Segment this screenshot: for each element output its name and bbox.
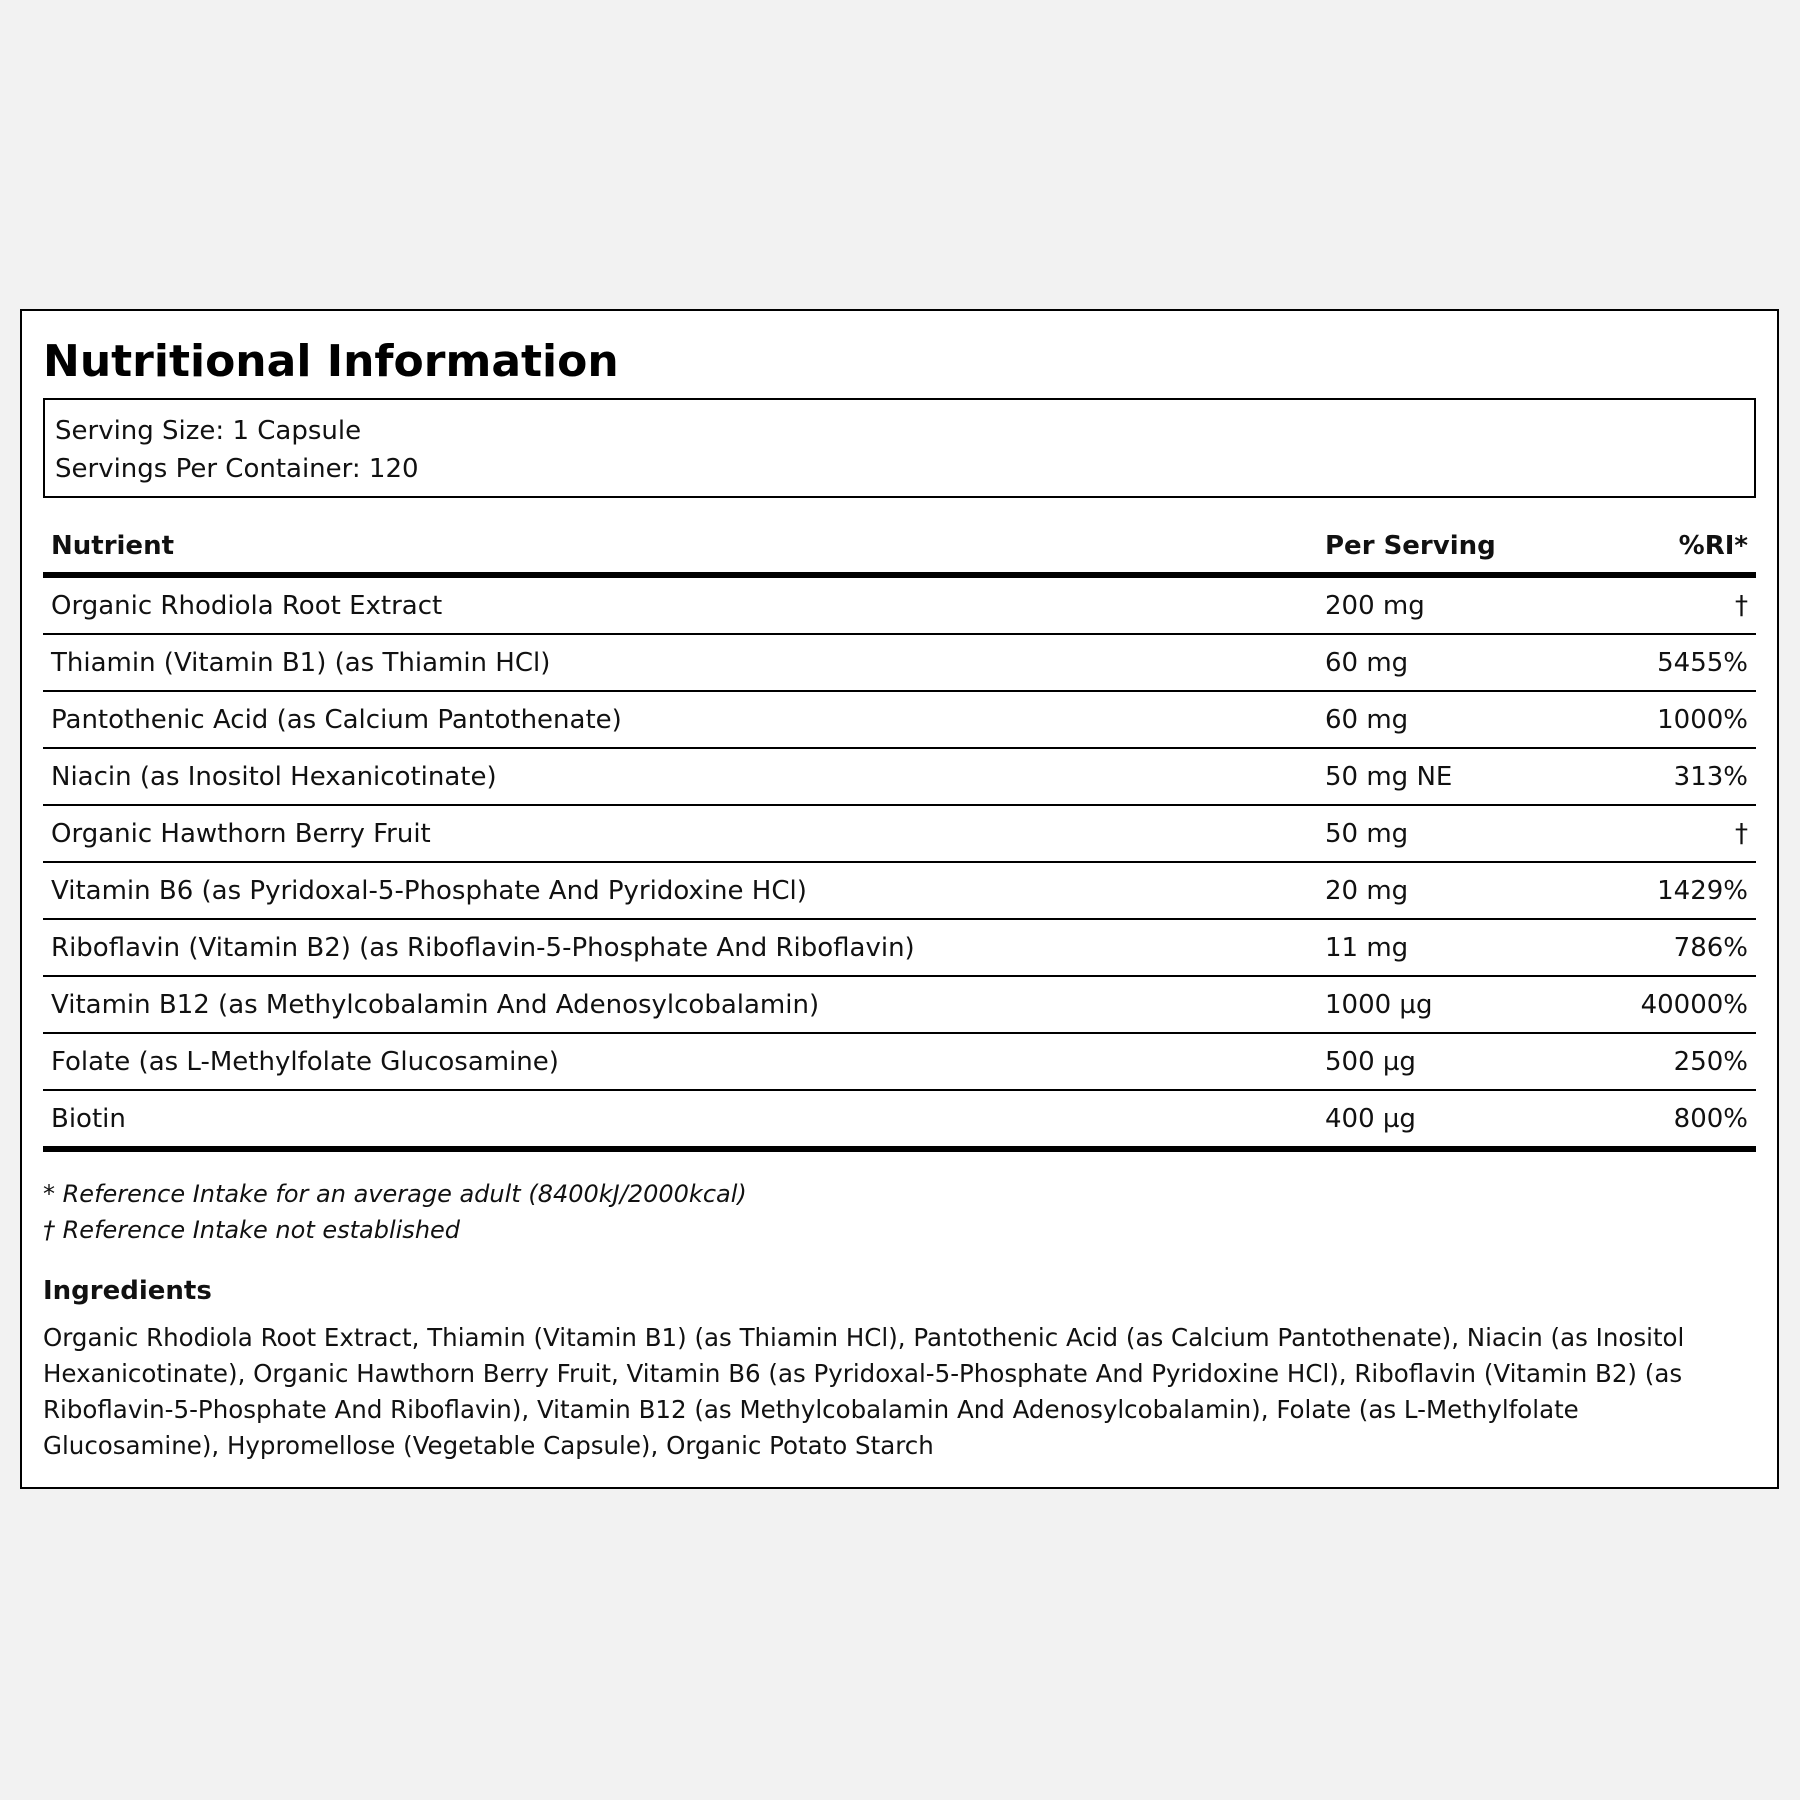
table-row: [43, 749, 1756, 806]
nutrient-name: Pantothenic Acid (as Calcium Pantothenate): [51, 704, 622, 735]
per-serving-value: 50 mg: [1325, 818, 1409, 849]
ri-value: 40000%: [1640, 989, 1748, 1020]
ri-value: †: [1735, 818, 1748, 849]
nutrient-name: Organic Hawthorn Berry Fruit: [51, 818, 431, 849]
servings-per-container: Servings Per Container: 120: [55, 454, 419, 484]
header-per-serving: Per Serving: [1325, 531, 1496, 561]
table-row: [43, 635, 1756, 692]
nutrient-name: Thiamin (Vitamin B1) (as Thiamin HCl): [51, 647, 551, 678]
nutrition-panel: [20, 309, 1779, 1489]
per-serving-value: 60 mg: [1325, 704, 1409, 735]
ri-value: 313%: [1673, 761, 1748, 792]
table-header: [43, 520, 1756, 578]
page-title: Nutritional Information: [43, 336, 619, 387]
serving-size: Serving Size: 1 Capsule: [55, 416, 362, 446]
serving-info-box: [43, 398, 1756, 498]
nutrient-name: Folate (as L-Methylfolate Glucosamine): [51, 1046, 559, 1077]
nutrient-name: Riboflavin (Vitamin B2) (as Riboflavin-5-Phosphate And Riboflavin): [51, 932, 915, 963]
per-serving-value: 50 mg NE: [1325, 761, 1453, 792]
ri-value: 1000%: [1657, 704, 1748, 735]
nutrient-name: Niacin (as Inositol Hexanicotinate): [51, 761, 497, 792]
nutrient-table: [43, 520, 1756, 1152]
table-row: [43, 1091, 1756, 1152]
table-row: [43, 578, 1756, 635]
ingredients-heading: Ingredients: [43, 1276, 212, 1306]
table-row: [43, 806, 1756, 863]
per-serving-value: 200 mg: [1325, 590, 1425, 621]
ri-value: 800%: [1673, 1103, 1748, 1134]
per-serving-value: 20 mg: [1325, 875, 1409, 906]
per-serving-value: 500 µg: [1325, 1046, 1416, 1077]
ri-value: 250%: [1673, 1046, 1748, 1077]
footnote-not-established: † Reference Intake not established: [43, 1216, 461, 1244]
nutrient-name: Vitamin B6 (as Pyridoxal-5-Phosphate And Pyridoxine HCl): [51, 875, 807, 906]
table-row: [43, 977, 1756, 1034]
table-row: [43, 1034, 1756, 1091]
nutrient-name: Organic Rhodiola Root Extract: [51, 590, 443, 621]
footnote-reference-intake: * Reference Intake for an average adult (8400kJ/2000kcal): [43, 1180, 747, 1208]
ri-value: 1429%: [1657, 875, 1748, 906]
ri-value: 786%: [1673, 932, 1748, 963]
per-serving-value: 1000 µg: [1325, 989, 1433, 1020]
ri-value: 5455%: [1657, 647, 1748, 678]
ingredients-text: Organic Rhodiola Root Extract, Thiamin (Vitamin B1) (as Thiamin HCl), Pantothenic Acid (as Calcium Pantothenate), Niacin (as Inositol Hexanicotinate), Organic Hawthorn Berry Fruit, Vitamin B6 (as Pyridoxal-5-Phosphate And Pyridoxine HCl), Riboflavin (Vitamin B2) (as Riboflavin-5-Phosphate And Riboflavin), Vitamin B12 (as Methylcobalamin And Adenosylcobalamin), Folate (as L-Methylfolate Glucosamine), Hypromellose (Vegetable Capsule), Organic Potato Starch: [43, 1323, 1685, 1460]
per-serving-value: 60 mg: [1325, 647, 1409, 678]
per-serving-value: 400 µg: [1325, 1103, 1416, 1134]
header-ri: %RI*: [1678, 531, 1748, 561]
table-row: [43, 863, 1756, 920]
header-nutrient: Nutrient: [51, 531, 175, 561]
footnotes: [43, 1176, 1756, 1248]
nutrient-name: Biotin: [51, 1103, 126, 1134]
ri-value: †: [1735, 590, 1748, 621]
table-row: [43, 920, 1756, 977]
table-row: [43, 692, 1756, 749]
nutrient-name: Vitamin B12 (as Methylcobalamin And Adenosylcobalamin): [51, 989, 820, 1020]
per-serving-value: 11 mg: [1325, 932, 1409, 963]
